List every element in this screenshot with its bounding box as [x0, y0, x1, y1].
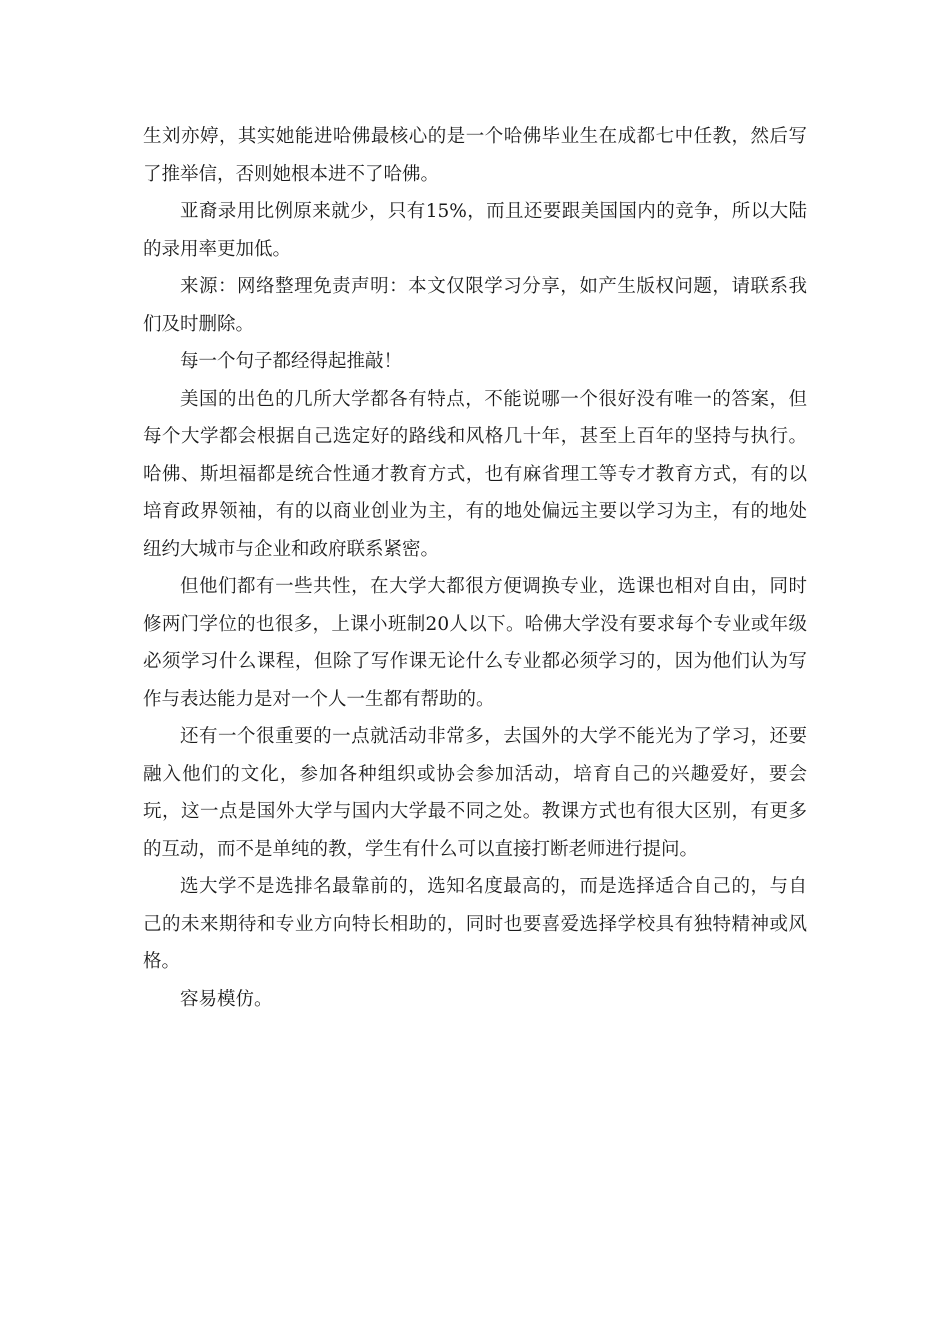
paragraph: 但他们都有一些共性，在大学大都很方便调换专业，选课也相对自由，同时修两门学位的也很多，上课小班制20人以下。哈佛大学没有要求每个专业或年级必须学习什么课程，但除了写作课无论什么专业都必须学习的，因为他们认为写作与表达能力是对一个人一生都有帮助的。 [143, 576, 807, 710]
paragraph: 还有一个很重要的一点就活动非常多，去国外的大学不能光为了学习，还要融入他们的文化，参加各种组织或协会参加活动，培育自己的兴趣爱好，要会玩，这一点是国外大学与国内大学最不同之处。教课方式也有很大区别，有更多的互动，而不是单纯的教，学生有什么可以直接打断老师进行提问。 [143, 726, 807, 860]
paragraph-continuation: 生刘亦婷，其实她能进哈佛最核心的是一个哈佛毕业生在成都七中任教，然后写了推举信，否则她根本进不了哈佛。 [143, 126, 807, 185]
document-body [143, 118, 807, 1018]
paragraph: 美国的出色的几所大学都各有特点，不能说哪一个很好没有唯一的答案，但每个大学都会根据自己选定好的路线和风格几十年，甚至上百年的坚持与执行。哈佛、斯坦福都是统合性通才教育方式，也有麻省理工等专才教育方式，有的以培育政界领袖，有的以商业创业为主，有的地处偏远主要以学习为主，有的地处纽约大城市与企业和政府联系紧密。 [143, 388, 807, 560]
paragraph: 容易模仿。 [180, 988, 273, 1010]
paragraph: 亚裔录用比例原来就少，只有15%，而且还要跟美国国内的竞争，所以大陆的录用率更加低。 [143, 201, 807, 260]
paragraph: 选大学不是选排名最靠前的，选知名度最高的，而是选择适合自己的，与自己的未来期待和专业方向特长相助的，同时也要喜爱选择学校具有独特精神或风格。 [143, 876, 807, 972]
paragraph: 每一个句子都经得起推敲！ [180, 351, 403, 372]
paragraph: 来源：网络整理免责声明：本文仅限学习分享，如产生版权问题，请联系我们及时删除。 [143, 276, 807, 335]
